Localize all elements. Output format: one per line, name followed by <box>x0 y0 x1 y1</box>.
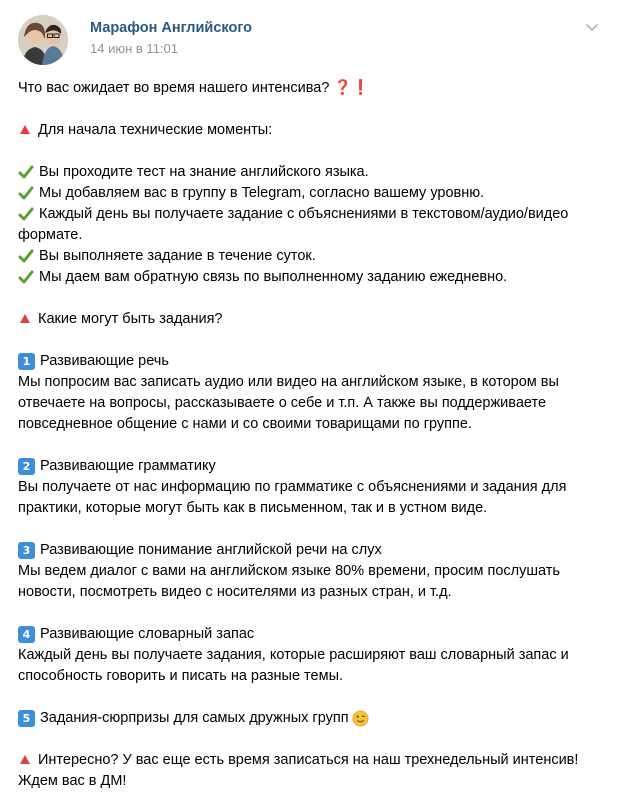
number-5-icon: 5 <box>18 710 35 727</box>
section-line: Каждый день вы получаете задания, которые расширяют ваш словарный запас и <box>18 647 569 663</box>
section-line: повседневное общение с нами и со своими товарищами по группе. <box>18 416 472 432</box>
red-triangle-icon <box>20 125 30 134</box>
check-mark-icon <box>18 206 34 222</box>
section-title-text: Развивающие грамматику <box>40 458 216 474</box>
author-name[interactable]: Марафон Английского <box>90 20 253 36</box>
number-4-icon: 4 <box>18 626 35 643</box>
section-title <box>18 456 603 477</box>
check-mark-icon <box>18 269 34 285</box>
section-line: практики, которые могут быть как в письменном, так и в устном виде. <box>18 500 488 516</box>
check-item <box>18 246 603 267</box>
section-line: Мы попросим вас записать аудио или видео на английском языке, в котором вы <box>18 374 559 390</box>
tasks-header-text: Какие могут быть задания? <box>38 311 223 327</box>
section-line: способность говорить и писать на разные темы. <box>18 668 344 684</box>
number-3-icon: 3 <box>18 542 35 559</box>
section-title-text: Развивающие речь <box>40 353 169 369</box>
check-item <box>18 204 603 225</box>
section-title <box>18 351 603 372</box>
check-item-text: Каждый день вы получаете задание с объяснениями в текстовом/аудио/видео <box>39 206 569 222</box>
section-title <box>18 540 603 561</box>
outro-line <box>18 750 603 771</box>
check-item-continuation: формате. <box>18 227 83 243</box>
intro-text: Что вас ожидает во время нашего интенсива? <box>18 80 330 96</box>
check-item-text: Мы добавляем вас в группу в Telegram, согласно вашему уровню. <box>39 185 485 201</box>
post-header <box>18 15 608 65</box>
section-line: новости, посмотреть видео с носителями из разных стран, и т.д. <box>18 584 452 600</box>
section-title-text: Развивающие словарный запас <box>40 626 255 642</box>
tech-header <box>18 120 603 141</box>
section-title-text: Развивающие понимание английской речи на слух <box>40 542 382 558</box>
outro-text: Интересно? У вас еще есть время записаться на наш трехнедельный интенсив! <box>38 752 579 768</box>
check-item-text: Вы выполняете задание в течение суток. <box>39 248 316 264</box>
winking-face-icon <box>352 710 369 727</box>
post-date[interactable]: 14 июн в 11:01 <box>90 41 178 56</box>
avatar[interactable] <box>18 15 68 65</box>
check-mark-icon <box>18 248 34 264</box>
number-2-icon: 2 <box>18 458 35 475</box>
section-title <box>18 708 603 729</box>
post-text <box>18 78 603 792</box>
check-mark-icon <box>18 185 34 201</box>
check-item-text: Вы проходите тест на знание английского языка. <box>39 164 369 180</box>
red-triangle-icon <box>20 755 30 764</box>
tasks-header <box>18 309 603 330</box>
intro-line <box>18 78 603 99</box>
red-triangle-icon <box>20 314 30 323</box>
outro-line-2: Ждем вас в ДМ! <box>18 773 127 789</box>
tech-header-text: Для начала технические моменты: <box>38 122 273 138</box>
section-line: Вы получаете от нас информацию по грамматике с объяснениями и задания для <box>18 479 567 495</box>
check-item <box>18 267 603 288</box>
check-item-text: Мы даем вам обратную связь по выполненному заданию ежедневно. <box>39 269 508 285</box>
section-title <box>18 624 603 645</box>
check-item <box>18 183 603 204</box>
section-title-text: Задания-сюрпризы для самых дружных групп <box>40 710 349 726</box>
exclamation-mark-icon: ❗ <box>351 80 370 96</box>
number-1-icon: 1 <box>18 353 35 370</box>
check-item <box>18 162 603 183</box>
chevron-down-icon[interactable] <box>584 19 600 35</box>
section-line: отвечаете на вопросы, рассказываете о себе и т.п. А также вы поддерживаете <box>18 395 547 411</box>
question-mark-icon: ❓ <box>333 80 352 96</box>
section-line: Мы ведем диалог с вами на английском языке 80% времени, просим послушать <box>18 563 560 579</box>
check-mark-icon <box>18 164 34 180</box>
